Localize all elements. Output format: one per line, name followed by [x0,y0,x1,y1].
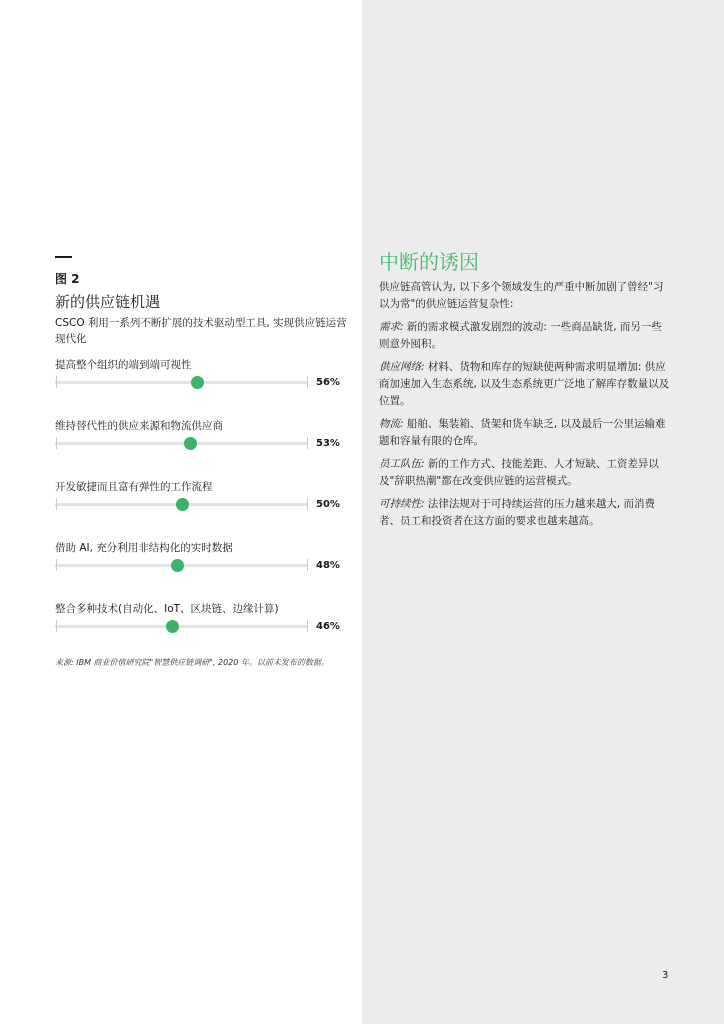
chart-row [55,479,345,524]
figure-rule [55,256,72,258]
section-title: 中断的诱因 [379,250,479,274]
category-label: 整合多种技术(自动化、IoT、区块链、边缘计算) [55,603,279,615]
chart-row [55,357,345,402]
cause-term: 员工队伍: [379,458,425,470]
value-marker [171,559,184,572]
track-start-tick [56,559,57,571]
value-marker [184,437,197,450]
cause-text: 新的工作方式、技能差距、人才短缺、工资差异以及"辞职热潮"都在改变供应链的运营模式。 [379,458,659,487]
cause-text: 法律法规对于可持续运营的压力越来越大, 而消费者、员工和投资者在这方面的要求也越来越高。 [379,498,656,527]
page-number: 3 [662,970,669,981]
category-label: 借助 AI, 充分利用非结构化的实时数据 [55,542,233,554]
chart-row [55,418,345,463]
track-end-tick [307,620,308,632]
cause-item [379,319,671,353]
value-label: 46% [316,621,340,632]
value-label: 53% [316,438,340,449]
value-marker [176,498,189,511]
track-end-tick [307,498,308,510]
value-label: 50% [316,499,340,510]
track-end-tick [307,559,308,571]
value-label: 56% [316,377,340,388]
track-end-tick [307,437,308,449]
chart-row [55,540,345,585]
figure-subtitle: CSCO 利用一系列不断扩展的技术驱动型工具, 实现供应链运营现代化 [55,317,347,345]
category-label: 提高整个组织的端到端可视性 [55,359,192,371]
cause-item [379,456,671,490]
bar-track [55,381,308,384]
category-label: 维持替代性的供应来源和物流供应商 [55,420,223,432]
value-marker [191,376,204,389]
cause-item [379,416,671,450]
track-start-tick [56,498,57,510]
figure-label: 图 2 [55,272,80,286]
track-start-tick [56,437,57,449]
value-marker [166,620,179,633]
cause-term: 物流: [379,418,404,430]
figure-source: 来源: IBM 商业价值研究院"智慧供应链调研", 2020 年。以前未发布的数据。 [55,658,329,667]
track-start-tick [56,376,57,388]
track-end-tick [307,376,308,388]
cause-item [379,359,671,410]
category-label: 开发敏捷而且富有弹性的工作流程 [55,481,213,493]
cause-term: 需求: [379,321,404,333]
value-label: 48% [316,560,340,571]
cause-text: 新的需求模式激发剧烈的波动: 一些商品缺货, 而另一些则意外囤积。 [379,321,662,350]
bar-track [55,625,308,628]
section-intro: 供应链高管认为, 以下多个领域发生的严重中断加剧了曾经"习以为常"的供应链运营复杂性: [379,281,664,310]
cause-item [379,496,671,530]
section-body [379,279,671,536]
chart-row [55,601,345,646]
track-start-tick [56,620,57,632]
cause-text: 船舶、集装箱、货架和货车缺乏, 以及最后一公里运输难题和容量有限的仓库。 [379,418,666,447]
bar-track [55,442,308,445]
cause-term: 供应网络: [379,361,425,373]
cause-term: 可持续性: [379,498,425,510]
cause-text: 材料、货物和库存的短缺使两种需求明显增加: 供应商加速加入生态系统, 以及生态系统更广泛地了解库存数量以及位置。 [379,361,670,407]
figure-title: 新的供应链机遇 [55,293,161,311]
